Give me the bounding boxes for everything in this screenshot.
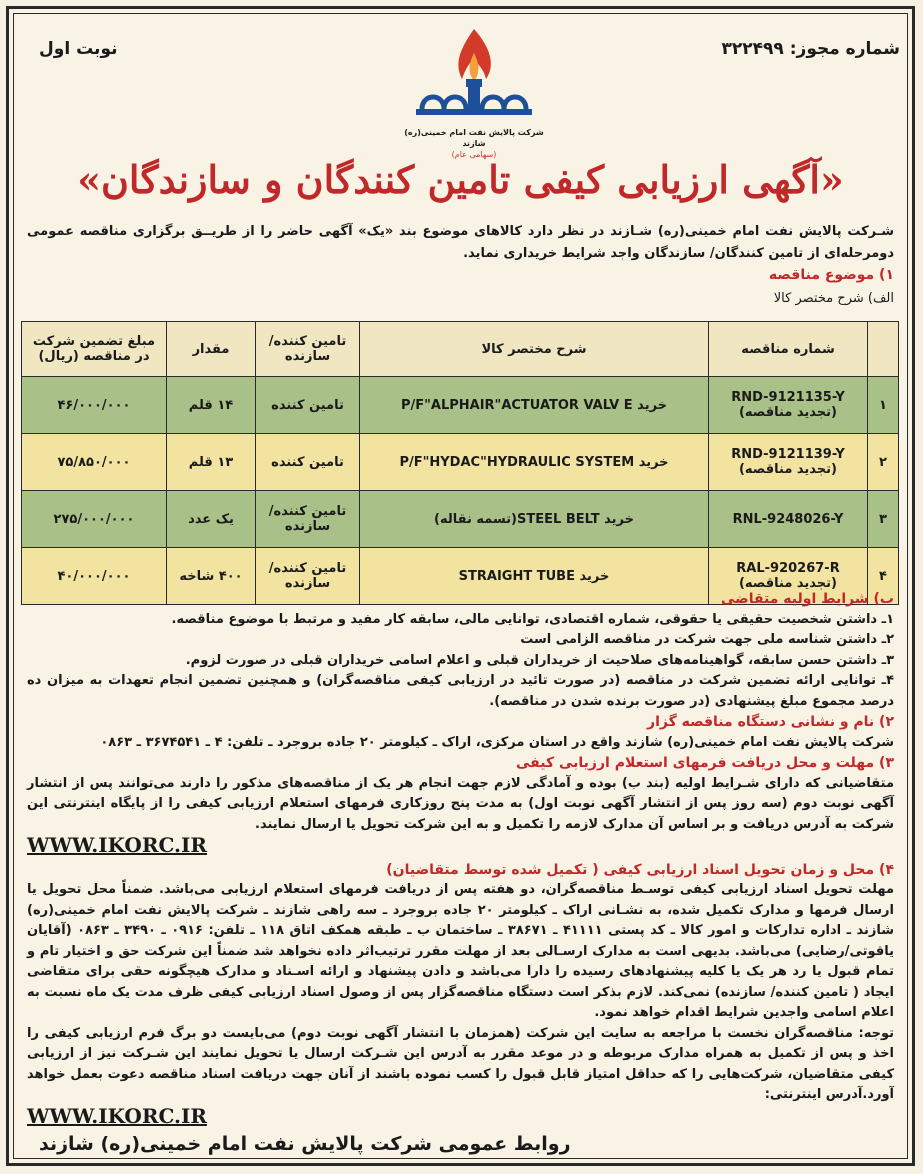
cell-idx: ۴: [868, 548, 899, 605]
cell-qty: ۴۰۰ شاخه: [167, 548, 256, 605]
th-qty: مقدار: [167, 322, 256, 377]
section-4-title: ۴) محل و زمان تحویل اسناد ارزیابی کیفی ( تکمیل شده توسط متقاضیان): [386, 861, 894, 878]
note-text: توجه: مناقصه‌گران نخست با مراجعه به سایت این شرکت (همزمان با انتشار آگهی نوبت دوم) می‌بایست دو برگ فرم ارزیابی کیفی را اخذ و پس از تکمیل به همراه مدارک مربوطه و در موعد مقرر به آدرس این شـرکت ارسال یا تحویل نمایند این شـرکت نیز از ارزیابی کیفی متقاضیان، شرکت‌هایی را که حداقل امتیاز قابل قبول را کسب نموده باشند از آنان جهت دریافت اسناد مناقصه دعوت بعمل خواهد آورد.آدرس اینترنتی:: [27, 1025, 894, 1102]
section-2-title: ۲) نام و نشانی دستگاه مناقصه گزار: [647, 714, 894, 730]
cell-guarantee: ۲۷۵/۰۰۰/۰۰۰: [22, 491, 167, 548]
tender-table: [21, 321, 899, 605]
section-4-text: مهلت تحویل اسناد ارزیابی کیفی توسـط مناقصه‌گران، دو هفته پس از دریافت فرمهای استعلام ارزیابی می‌باشد. ضمناً محل تحویل یا ارسال فرمها و مدارک تکمیل شده، به نشـانی اراک ـ کیلومتر ۲۰ جاده بروجرد ـ سه راهی شازند ـ شرکت پالایش نفت امام خمینی(ره) شازند ـ اداره تدارکات و امور کالا ـ کد پستی ۴۱۱۱۱ ـ ۳۸۶۷۱ ـ ساختمان ب ـ طبقه همکف اتاق ۱۱۸ ـ تلفن: ۰۹۱۶ ـ ۳۴۹۰ ـ ۰۸۶۳ (آقایان یاقوتی/رضایی) می‌باشد. بدیهی است به مدارک ارسـالی بعد از مهلت مقرر ترتیب‌اثر داده نخواهد شد ضمناً این شرکت حق و اختیار تام و تمام قبول یا رد هر یک یا کلیه پیشنهادهای رسیده را دارا می‌باشد و دادن پیشنهاد و ارائه اسـناد و مدارک هیچگونه حقی برای متقاضی ایجاد ( تامین کننده/ سازنده) نمی‌کند. لازم بذکر است دستگاه مناقصه‌گزار پس از وصول اسناد ارزیابی کیفی ظرف مدت یک ماه نسبت به اعلام اسامی واجدین شرایط اقدام خواهد نمود.: [27, 882, 894, 1020]
cell-guarantee: ۴۰/۰۰۰/۰۰۰: [22, 548, 167, 605]
cell-guarantee: ۷۵/۸۵۰/۰۰۰: [22, 434, 167, 491]
cell-desc: خرید P/F"ALPHAIR"ACTUATOR VALV E: [360, 377, 709, 434]
logo-caption: شرکت پالایش نفت امام خمینی(ره) شازند: [404, 128, 544, 148]
cell-number: [709, 377, 868, 434]
table-row: [22, 377, 899, 434]
cell-desc: خرید P/F"HYDAC"HYDRAULIC SYSTEM: [360, 434, 709, 491]
cell-number: [709, 434, 868, 491]
cell-idx: ۲: [868, 434, 899, 491]
th-supplier: تامین کننده/ سازنده: [256, 322, 360, 377]
cell-qty: یک عدد: [167, 491, 256, 548]
table-row: [22, 434, 899, 491]
page-title: «آگهی ارزیابی کیفی تامین کنندگان و سازندگان»: [77, 157, 844, 202]
tender-note: (تجدید مناقصه): [738, 462, 837, 477]
note-url-line: [27, 1103, 894, 1131]
cell-idx: ۱: [868, 377, 899, 434]
section-3-title: ۳) مهلت و محل دریافت فرمهای استعلام ارزیابی کیفی: [516, 755, 894, 771]
th-desc: شرح مختصر کالا: [360, 322, 709, 377]
table-row: [22, 491, 899, 548]
cell-qty: ۱۴ قلم: [167, 377, 256, 434]
website-link[interactable]: WWW.IKORC.IR: [27, 833, 207, 857]
cell-supplier: تامین کننده/ سازنده: [256, 548, 360, 605]
section-1-title: ۱) موضوع مناقصه: [768, 267, 894, 283]
cell-idx: ۳: [868, 491, 899, 548]
cell-desc: خرید STEEL BELT(تسمه نقاله): [360, 491, 709, 548]
advertisement-page: [6, 6, 915, 1166]
condition-item: ۳ـ داشتن حسن سابقه، گواهینامه‌های صلاحیت از خریداران قبلی و اعلام اسامی خریداران قبلی در صورت لزوم.: [185, 652, 894, 668]
cell-number: [709, 491, 868, 548]
table-header-row: [22, 322, 899, 377]
section-2-text: شرکت پالایش نفت امام خمینی(ره) شازند واقع در استان مرکزی، اراک ـ کیلومتر ۲۰ جاده بروجرد ـ تلفن: ۴ ـ ۳۶۷۴۵۴۱ ـ ۰۸۶۳: [100, 734, 894, 750]
tender-note: (تجدید مناقصه): [738, 405, 837, 420]
company-logo: [394, 23, 554, 160]
logo-subcaption: (سهامی عام): [451, 150, 497, 159]
license-number: شماره مجوز: ۳۲۲۴۹۹: [721, 39, 900, 59]
section-b-title: ب) شرایط اولیه متقاضی: [721, 591, 894, 607]
condition-item: ۲ـ داشتن شناسه ملی جهت شرکت در مناقصه الزامی است: [520, 632, 894, 647]
cell-supplier: تامین کننده: [256, 434, 360, 491]
condition-item: ۴ـ توانایی ارائه تضمین شرکت در مناقصه (در صورت تائید در ارزیابی کیفی مناقصه‌گران) و همچنین تضمین انجام تعهدات به میزان ده درصد مجموع مبلغ پیشنهادی (در صورت برنده شدن در مناقصه).: [27, 673, 894, 709]
signature: روابط عمومی شرکت پالایش نفت امام خمینی(ره) شازند: [39, 1133, 571, 1155]
cell-guarantee: ۴۶/۰۰۰/۰۰۰: [22, 377, 167, 434]
cell-supplier: تامین کننده: [256, 377, 360, 434]
tender-number: RND-9121135-Y: [731, 390, 845, 405]
tender-number: RNL-9248026-Y: [732, 511, 844, 527]
th-row: [868, 322, 899, 377]
round-label: نوبت اول: [39, 39, 118, 59]
flame-logo-icon: [394, 23, 554, 123]
section-b: [27, 589, 894, 1130]
cell-supplier: تامین کننده/ سازنده: [256, 491, 360, 548]
tender-note: (تجدید مناقصه): [738, 576, 837, 591]
cell-desc: خرید STRAIGHT TUBE: [360, 548, 709, 605]
section-1-sub: الف) شرح مختصر کالا: [773, 291, 894, 306]
condition-item: ۱ـ داشتن شخصیت حقیقی یا حقوقی، شماره اقتصادی، توانایی مالی، سابقه کار مفید و مرتبط با موضوع مناقصه.: [171, 611, 894, 627]
section-3-text: متقاضیانی که دارای شـرایط اولیه (بند ب) بوده و آمادگی لازم جهت انجام هر یک از مناقصه‌های مذکور را دارند می‌توانند پس از انتشار آگهی نوبت دوم (سه روز پس از انتشار آگهی نوبت اول) به مدت پنج روزکاری فرمهای استعلام ارزیابی کیفی را از پایگاه اینترنتی این شرکت به آدرس دریافت و بر اساس آن مدارک لازمه را تکمیل و به این شرکت تحویل یا ارسال نمایند.: [27, 775, 894, 832]
tender-number: RAL-920267-R: [736, 561, 840, 576]
intro-paragraph: شـرکت پالایش نفت امام خمینی(ره) شـازند در نظر دارد کالاهای موضوع بند «یک» آگهی حاضر را از طریــق برگزاری مناقصه عمومی دومرحله‌ای از تامین کنندگان/ سازندگان واجد شرایط خریداری نماید.: [27, 224, 894, 261]
th-number: شماره مناقصه: [709, 322, 868, 377]
th-guarantee: مبلغ تضمین شرکت در مناقصه (ریال): [22, 322, 167, 377]
website-link[interactable]: WWW.IKORC.IR: [27, 1103, 207, 1128]
cell-qty: ۱۳ قلم: [167, 434, 256, 491]
tender-number: RND-9121139-Y: [731, 447, 845, 462]
section-3-url-line: [27, 835, 894, 860]
